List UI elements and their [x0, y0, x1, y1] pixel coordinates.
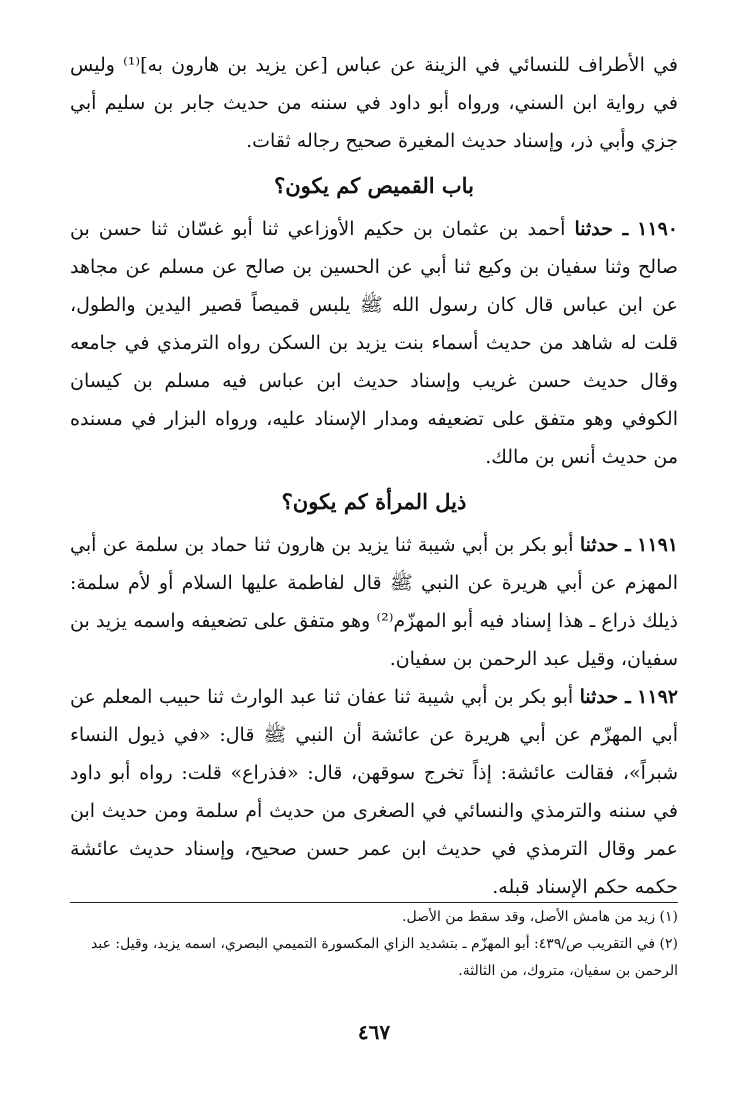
hadith-number-1191: ١١٩١: [637, 534, 678, 556]
hadith-number-1190: ١١٩٠: [637, 218, 678, 240]
hadith-text-1191: أبو بكر بن أبي شيبة ثنا يزيد بن هارون ثنا حماد بن سلمة عن أبي المهزم عن أبي هريرة عن النبي ﷺ قال لفاطمة عليها السلام أو لأم سلمة: ذيلك ذراع ـ هذا إسناد فيه أبو المهزّم⁽²⁾ وهو متفق على تضعيفه واسمه يزيد بن سفيان، وقيل عبد الرحمن بن سفيان.: [70, 534, 678, 670]
intro-paragraph: في الأطراف للنسائي في الزينة عن عباس [عن يزيد بن هارون به]⁽¹⁾ وليس في رواية ابن السني، ورواه أبو داود في سننه من حديث جابر بن سليم أبي جزي وأبي ذر، وإسناد حديث المغيرة صحيح رجاله ثقات.: [70, 54, 678, 152]
footnote-1: (١) زيد من هامش الأصل، وقد سقط من الأصل.: [402, 909, 678, 925]
hadith-keyword-1190: ـ حدثنا: [574, 218, 629, 240]
hadith-keyword-1191: ـ حدثنا: [579, 534, 631, 556]
footnote-2: (٢) في التقريب ص/٤٣٩: أبو المهزّم ـ بتشديد الزاي المكسورة التميمي البصري، اسمه يزيد، وقيل: عبد الرحمن بن سفيان، متروك، من الثالثة.: [91, 936, 678, 979]
chapter-title-hem: ذيل المرأة كم يكون؟: [281, 489, 467, 514]
hadith-paragraph-1191: [70, 526, 678, 678]
hadith-paragraph-1190: [70, 210, 678, 476]
main-text: [70, 46, 678, 906]
chapter-title-shirt: باب القميص كم يكون؟: [274, 173, 474, 198]
hadith-keyword-1192: ـ حدثنا: [579, 686, 631, 708]
hadith-number-1192: ١١٩٢: [637, 686, 678, 708]
hadith-text-1192: أبو بكر بن أبي شيبة ثنا عفان ثنا عبد الوارث ثنا حبيب المعلم عن أبي المهزّم عن أبي هريرة عن عائشة أن النبي ﷺ قال: «في ذيول النساء شبراً»، فقالت عائشة: إذاً تخرج سوقهن، قال: «فذراع» قلت: رواه أبو داود في سننه والترمذي والنسائي في الصغرى من حديث أم سلمة ومن حديث ابن عمر وقال الترمذي في حديث ابن عمر حسن صحيح، وإسناد حديث عائشة حكمه حكم الإسناد قبله.: [70, 686, 678, 898]
footnotes: [70, 904, 678, 985]
hadith-text-1190: أحمد بن عثمان بن حكيم الأوزاعي ثنا أبو غسّان ثنا حسن بن صالح وثنا سفيان بن وكيع ثنا أبي عن الحسين بن صالح عن مسلم عن مجاهد عن ابن عباس قال كان رسول الله ﷺ يلبس قميصاً قصير اليدين والطول، قلت له شاهد من حديث أسماء بنت يزيد بن السكن رواه الترمذي في جامعه وقال حديث حسن غريب وإسناد حديث ابن عباس فيه مسلم بن كيسان الكوفي وهو متفق على تضعيفه ومدار الإسناد عليه، ورواه البزار في مسنده من حديث أنس بن مالك.: [70, 218, 678, 468]
page-number: ٤٦٧: [357, 1020, 391, 1044]
hadith-paragraph-1192: [70, 678, 678, 906]
footnote-divider: [70, 902, 678, 903]
